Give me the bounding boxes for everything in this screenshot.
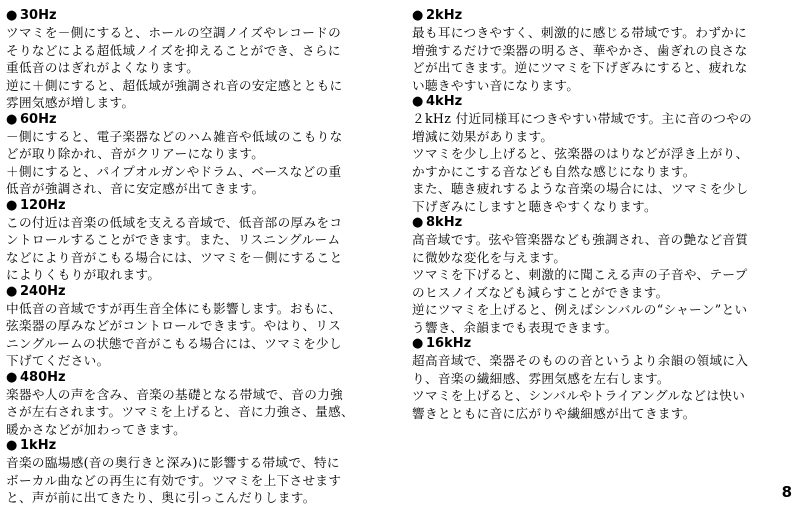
body-line: 最も耳につきやすく、刺激的に感じる帯域です。わずかに xyxy=(412,25,748,40)
heading-text: 60Hz xyxy=(20,111,57,127)
body-line: そりなどによる超低域ノイズを抑えることができ、さらに xyxy=(6,42,341,58)
body-line: 音楽の臨場感(音の奥行きと深み)に影響する帯域で、特に xyxy=(6,455,340,470)
section-heading xyxy=(6,112,388,128)
body-line: ントロールすることができます。また、リスニングルーム xyxy=(6,232,341,247)
body-line: ボーカル曲などの再生に有効です。ツマミを上下させます xyxy=(6,472,342,488)
body-line: ツマミを下げると、刺激的に聞こえる声の子音や、テープ xyxy=(412,267,748,282)
section-1khz xyxy=(6,438,388,507)
bullet-icon: ● xyxy=(412,8,424,23)
section-2khz xyxy=(412,8,794,94)
heading-text: 120Hz xyxy=(20,197,66,213)
body-line: 高音域です。弦や管楽器なども強調され、音の艶など音質 xyxy=(412,232,749,247)
section-heading xyxy=(412,8,794,24)
body-line: ニングルームの状態で音がこもる場合には、ツマミを少し xyxy=(6,335,342,351)
body-line: 響きとともに音に広がりや繊細感が出てきます。 xyxy=(412,405,696,421)
body-line: 増減に効果があります。 xyxy=(412,128,554,144)
section-heading xyxy=(412,336,794,352)
section-heading xyxy=(6,370,388,386)
section-heading xyxy=(6,438,388,454)
body-line: 重低音のはぎれがよくなります。 xyxy=(6,60,200,75)
body-line: などにより音がこもる場合には、ツマミを－側にすること xyxy=(6,249,343,265)
heading-text: 8kHz xyxy=(426,215,463,230)
bullet-icon: ● xyxy=(6,369,18,385)
bullet-icon: ● xyxy=(6,438,18,453)
body-line: －側にすると、電子楽器などのハム雑音や低域のこもりな xyxy=(6,128,343,144)
body-line: 超高音域で、楽器そのものの音というより余韻の領域に入 xyxy=(412,353,749,368)
section-heading xyxy=(6,8,388,24)
bullet-icon: ● xyxy=(6,283,18,299)
heading-text: 4kHz xyxy=(426,94,463,109)
body-line: ツマミを上げると、シンバルやトライアングルなどは快い xyxy=(412,388,746,403)
section-60hz xyxy=(6,112,388,198)
body-line: によりくもりが取れます。 xyxy=(6,267,161,282)
heading-text: 16kHz xyxy=(426,336,472,351)
section-8khz xyxy=(412,215,794,336)
bullet-icon: ● xyxy=(6,111,18,127)
body-line: い聴きやすい音になります。 xyxy=(412,77,580,93)
body-line: 増強するだけで楽器の明るさ、華やかさ、歯ぎれの良さな xyxy=(412,42,748,58)
body-line: 逆に＋側にすると、超低域が強調され音の安定感とともに xyxy=(6,77,343,93)
section-480hz xyxy=(6,370,388,439)
section-heading xyxy=(412,94,794,110)
bullet-icon: ● xyxy=(6,197,18,213)
body-line: この付近は音楽の低域を支える音域で、低音部の厚みをコ xyxy=(6,214,343,230)
body-line: のヒスノイズなども減らすことができます。 xyxy=(412,284,669,300)
heading-text: 240Hz xyxy=(20,283,66,299)
body-line: ２kHz 付近同様耳につきやすい帯域です。主に音のつやの xyxy=(412,111,753,126)
left-column xyxy=(6,8,388,507)
section-heading xyxy=(6,284,388,300)
body-line: 下げぎみにしますと聴きやすくなります。 xyxy=(412,198,657,214)
section-120hz xyxy=(6,198,388,284)
body-line: また、聴き疲れするような音楽の場合には、ツマミを少し xyxy=(412,181,749,196)
bullet-icon: ● xyxy=(412,336,424,351)
body-line: どが取り除かれ、音がクリアーになります。 xyxy=(6,146,265,161)
body-line: 中低音の音域ですが再生音全体にも影響します。おもに、 xyxy=(6,300,342,316)
heading-text: 2kHz xyxy=(426,8,463,23)
body-line: に微妙な変化を与えます。 xyxy=(412,249,567,265)
body-line: 下げてください。 xyxy=(6,353,110,368)
section-heading xyxy=(6,198,388,214)
body-line: 暖かさなどが加わってきます。 xyxy=(6,421,187,437)
section-16khz xyxy=(412,336,794,422)
body-line: さが左右されます。ツマミを上げると、音に力強さ、量感、 xyxy=(6,404,354,419)
heading-text: 1kHz xyxy=(20,438,57,453)
body-line: う響き、余韻までも表現できます。 xyxy=(412,319,618,335)
body-line: どが出てきます。逆にツマミを下げぎみにすると、疲れな xyxy=(412,60,748,75)
section-heading xyxy=(412,215,794,231)
section-4khz xyxy=(412,94,794,215)
right-column xyxy=(412,8,794,422)
heading-text: 480Hz xyxy=(20,369,66,385)
body-line: 弦楽器の厚みなどがコントロールできます。やはり、リス xyxy=(6,318,342,333)
body-line: と、声が前に出てきたり、奥に引っこんだりします。 xyxy=(6,490,316,505)
body-line: ツマミを少し上げると、弦楽器のはりなどが浮き上がり、 xyxy=(412,146,749,161)
body-line: 低音が強調され、音に安定感が出てきます。 xyxy=(6,181,265,196)
section-240hz xyxy=(6,284,388,370)
bullet-icon: ● xyxy=(412,215,424,230)
body-line: かすかにこする音なども自然な感じになります。 xyxy=(412,163,696,179)
body-line: 雰囲気感が増します。 xyxy=(6,95,135,110)
body-line: 楽器や人の声を含み、音楽の基礎となる帯域で、音の力強 xyxy=(6,386,344,402)
section-30hz xyxy=(6,8,388,112)
body-line: 逆にツマミを上げると、例えばシンバルの“シャーン”とい xyxy=(412,302,748,317)
bullet-icon: ● xyxy=(412,94,424,109)
page-number: 8 xyxy=(781,483,792,501)
body-line: り、音楽の繊細感、雰囲気感を左右します。 xyxy=(412,370,670,386)
body-line: ＋側にすると、パイプオルガンやドラム、ベースなどの重 xyxy=(6,163,342,179)
heading-text: 30Hz xyxy=(20,8,57,23)
bullet-icon: ● xyxy=(6,8,18,23)
body-line: ツマミを－側にすると、ホールの空調ノイズやレコードの xyxy=(6,25,342,40)
